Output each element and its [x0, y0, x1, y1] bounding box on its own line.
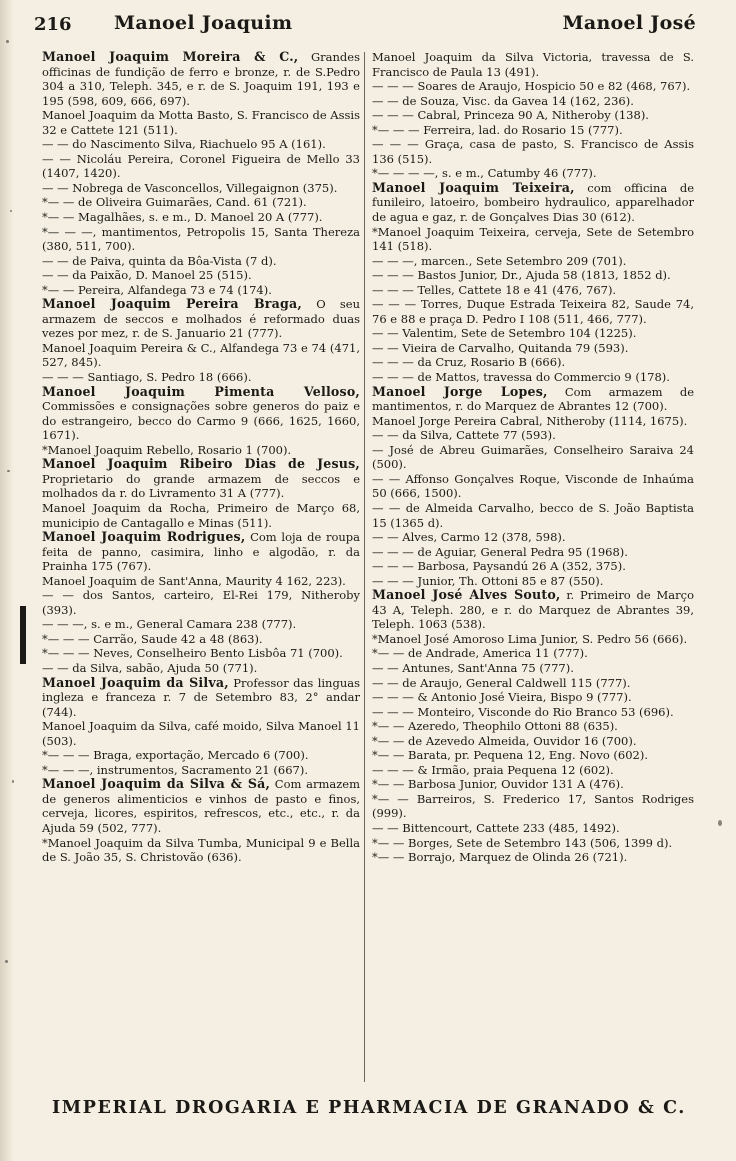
page-header	[34, 12, 706, 40]
entry-marker: *	[42, 195, 48, 210]
directory-entry	[42, 254, 360, 269]
left-column	[42, 50, 360, 865]
directory-entry	[42, 268, 360, 283]
entry-text: — — Barreiros, S. Frederico 17, Santos Rodriges (999).	[372, 791, 694, 821]
entry-text: Com armazem de generos alimenticios e vinhos de pasto e finos, cerveja, licores, espiritos, refrescos, etc., etc., r. da Ajuda 59 (502, 777).	[42, 777, 360, 835]
entry-text: — — — Cabral, Princeza 90 A, Nitheroby (138).	[372, 108, 649, 123]
margin-ink-bar	[20, 606, 26, 664]
entry-text: — — — —, s. e m., Catumby 46 (777).	[377, 166, 597, 181]
directory-entry	[42, 385, 360, 443]
column-divider	[364, 52, 365, 1082]
directory-entry	[372, 661, 694, 676]
entry-text: Proprietario do grande armazem de seccos e molhados da r. do Livramento 31 A (777).	[42, 471, 360, 501]
page-edge-shadow	[0, 0, 14, 1161]
directory-entry	[372, 326, 694, 341]
directory-entry	[372, 443, 694, 472]
directory-entry	[372, 108, 694, 123]
entry-text: Manoel Joaquim Pereira & C., Alfandega 73 e 74 (471, 527, 845).	[42, 340, 360, 370]
directory-entry	[42, 108, 360, 137]
entry-heading: Manoel José Alves Souto,	[372, 587, 561, 603]
entry-marker: *	[372, 719, 378, 734]
directory-entry	[372, 166, 694, 181]
directory-entry	[42, 283, 360, 298]
entry-text: — — — Torres, Duque Estrada Teixeira 82, Saude 74, 76 e 88 e praça D. Pedro I 108 (511, 466, 777).	[372, 297, 694, 326]
entry-marker: *	[42, 210, 48, 225]
entry-text: Grandes officinas de fundição de ferro e bronze, r. de S.Pedro 304 a 310, Teleph. 345, e r. de S. Joaquim 191, 193 e 195 (598, 609, 666, 697).	[42, 50, 360, 108]
entry-marker: *	[372, 791, 378, 806]
entry-heading: Manoel Jorge Lopes,	[372, 383, 548, 399]
entry-text: — — Bittencourt, Cattete 233 (485, 1492).	[372, 820, 620, 835]
ink-speck	[6, 40, 9, 43]
entry-marker: *	[42, 748, 48, 763]
directory-entry	[42, 225, 360, 254]
directory-entry	[372, 705, 694, 720]
directory-entry	[42, 617, 360, 632]
entry-text: — — — Neves, Conselheiro Bento Lisbôa 71 (700).	[47, 646, 343, 661]
entry-text: — — Pereira, Alfandega 73 e 74 (174).	[47, 282, 272, 297]
entry-marker: *	[372, 835, 378, 850]
entry-text: — — — & Irmão, praia Pequena 12 (602).	[372, 762, 614, 777]
entry-text: — — de Andrade, America 11 (777).	[377, 646, 588, 661]
directory-entry	[372, 370, 694, 385]
directory-entry	[372, 646, 694, 661]
directory-entry	[372, 632, 694, 647]
directory-entry	[372, 355, 694, 370]
entry-text: — — do Nascimento Silva, Riachuelo 95 A (161).	[42, 137, 326, 152]
entry-marker: *	[372, 850, 378, 865]
directory-entry	[42, 530, 360, 574]
entry-heading: Manoel Joaquim Moreira & C.,	[42, 49, 299, 64]
directory-entry	[372, 676, 694, 691]
entry-text: Manoel Joaquim Rebello, Rosario 1 (700).	[47, 442, 292, 457]
entry-text: com officina de funileiro, latoeiro, bombeiro hydraulico, apparelhador de agua e gaz, r. de Gonçalves Dias 30 (612).	[372, 180, 694, 225]
directory-entry	[372, 428, 694, 443]
entry-text: — — dos Santos, carteiro, El-Rei 179, Nitheroby (393).	[42, 588, 360, 617]
directory-entry	[42, 297, 360, 341]
entry-marker: *	[372, 733, 378, 748]
entry-text: — — Borrajo, Marquez de Olinda 26 (721).	[377, 850, 628, 865]
directory-entry	[42, 152, 360, 181]
directory-entry	[372, 545, 694, 560]
entry-text: — — —, s. e m., General Camara 238 (777).	[42, 617, 297, 632]
entry-text: — — Alves, Carmo 12 (378, 598).	[372, 530, 566, 545]
directory-entry	[42, 719, 360, 748]
entry-text: — — de Araujo, General Caldwell 115 (777).	[372, 675, 631, 690]
entry-text: — — —, marcen., Sete Setembro 209 (701).	[372, 253, 627, 268]
entry-text: Manoel Joaquim da Silva Tumba, Municipal 9 e Bella de S. João 35, S. Christovão (636).	[42, 835, 360, 865]
entry-text: — — Barbosa Junior, Ouvidor 131 A (476).	[377, 777, 624, 792]
directory-entry	[372, 385, 694, 414]
directory-entry	[372, 530, 694, 545]
entry-marker: *	[42, 631, 48, 646]
directory-entry	[372, 792, 694, 821]
directory-entry	[372, 79, 694, 94]
entry-text: — — de Oliveira Guimarães, Cand. 61 (721).	[47, 195, 307, 210]
entry-marker: *	[372, 631, 378, 646]
entry-text: — — — Graça, casa de pasto, S. Francisco de Assis 136 (515).	[372, 137, 694, 166]
directory-entry	[372, 341, 694, 356]
entry-text: Professor das linguas ingleza e franceza r. 7 de Setembro 83, 2° andar (744).	[42, 675, 360, 719]
left-running-title: Manoel Joaquim	[114, 12, 293, 34]
directory-entry	[42, 646, 360, 661]
ink-speck	[7, 470, 10, 472]
entry-text: — — — Braga, exportação, Mercado 6 (700).	[47, 748, 309, 763]
entry-heading: Manoel Joaquim Rodrigues,	[42, 529, 246, 545]
entry-text: — — Barata, pr. Pequena 12, Eng. Novo (602).	[377, 748, 648, 763]
entry-heading: Manoel Joaquim da Silva,	[42, 674, 229, 690]
entry-text: — — — & Antonio José Vieira, Bispo 9 (777).	[372, 690, 632, 705]
entry-text: Manoel Joaquim Teixeira, cerveja, Sete de Setembro 141 (518).	[372, 224, 694, 254]
entry-text: r. Primeiro de Março 43 A, Teleph. 280, e r. do Marquez de Abrantes 39, Teleph. 1063 (538).	[372, 588, 694, 632]
entry-text: — — de Paiva, quinta da Bôa-Vista (7 d).	[42, 253, 277, 268]
directory-entry	[42, 501, 360, 530]
entry-text: — — — Telles, Cattete 18 e 41 (476, 767).	[372, 282, 617, 297]
directory-entry	[372, 50, 694, 79]
entry-text: — — Borges, Sete de Setembro 143 (506, 1399 d).	[377, 835, 673, 850]
entry-text: — — — da Cruz, Rosario B (666).	[372, 355, 566, 370]
entry-text: — — de Azevedo Almeida, Ouvidor 16 (700).	[377, 733, 637, 748]
entry-marker: *	[372, 122, 378, 137]
directory-entry	[372, 836, 694, 851]
directory-entry	[42, 457, 360, 501]
directory-entry	[372, 588, 694, 632]
entry-marker: *	[42, 224, 48, 239]
entry-text: — — Affonso Gonçalves Roque, Visconde de Inhaúma 50 (666, 1500).	[372, 471, 694, 501]
entry-text: — — — Bastos Junior, Dr., Ajuda 58 (1813, 1852 d).	[372, 268, 671, 283]
directory-entry	[372, 821, 694, 836]
entry-heading: Manoel Joaquim Ribeiro Dias de Jesus,	[42, 456, 360, 472]
directory-entry	[42, 210, 360, 225]
entry-text: — — da Silva, sabão, Ajuda 50 (771).	[42, 660, 258, 675]
directory-entry	[42, 676, 360, 720]
entry-text: — — — Carrão, Saude 42 a 48 (863).	[47, 631, 263, 646]
entry-text: Manoel Joaquim da Silva, café moido, Silva Manoel 11 (503).	[42, 719, 360, 748]
entry-text: Manoel Joaquim da Motta Basto, S. Francisco de Assis 32 e Cattete 121 (511).	[42, 108, 360, 137]
directory-entry	[42, 574, 360, 589]
directory-entry	[372, 123, 694, 138]
directory-entry	[42, 195, 360, 210]
directory-entry	[42, 443, 360, 458]
entry-text: — — da Silva, Cattete 77 (593).	[372, 428, 556, 443]
directory-entry	[372, 690, 694, 705]
entry-heading: Manoel Joaquim da Silva & Sá,	[42, 776, 271, 792]
entry-text: — José de Abreu Guimarães, Conselheiro Saraiva 24 (500).	[372, 442, 694, 472]
ink-speck	[5, 960, 8, 963]
directory-entry	[372, 283, 694, 298]
entry-text: — — — de Aguiar, General Pedra 95 (1968).	[372, 544, 628, 559]
entry-text: — — Antunes, Sant'Anna 75 (777).	[372, 660, 574, 675]
directory-entry	[372, 268, 694, 283]
entry-text: — — — Barbosa, Paysandú 26 A (352, 375).	[372, 559, 626, 574]
directory-entry	[42, 50, 360, 108]
entry-marker: *	[372, 777, 378, 792]
entry-text: — — da Paixão, D. Manoel 25 (515).	[42, 268, 252, 283]
directory-entry	[372, 777, 694, 792]
entry-text: Commissões e consignações sobre generos do paiz e do estrangeiro, becco do Carmo 9 (666, 1625, 1660, 1671).	[42, 399, 360, 443]
directory-entry	[372, 94, 694, 109]
directory-entry	[372, 748, 694, 763]
entry-heading: Manoel Joaquim Pereira Braga,	[42, 296, 302, 312]
right-running-title: Manoel José	[562, 12, 696, 34]
ink-speck	[10, 210, 12, 212]
directory-entry	[42, 370, 360, 385]
entry-heading: Manoel Joaquim Pimenta Velloso,	[42, 383, 360, 399]
entry-text: — — — Ferreira, lad. do Rosario 15 (777).	[377, 122, 623, 137]
directory-entry	[372, 850, 694, 865]
directory-entry	[372, 472, 694, 501]
entry-text: Com loja de roupa feita de panno, casimira, linho e algodão, r. da Prainha 175 (767).	[42, 530, 360, 574]
right-column	[372, 50, 694, 865]
entry-marker: *	[372, 166, 378, 181]
entry-text: — — Magalhães, s. e m., D. Manoel 20 A (777).	[47, 210, 323, 225]
entry-text: — — —, instrumentos, Sacramento 21 (667).	[47, 762, 308, 777]
directory-entry	[372, 559, 694, 574]
entry-marker: *	[372, 646, 378, 661]
entry-heading: Manoel Joaquim Teixeira,	[372, 179, 575, 195]
entry-text: Manoel Jorge Pereira Cabral, Nitheroby (1114, 1675).	[372, 413, 688, 428]
entry-marker: *	[42, 646, 48, 661]
directory-entry	[372, 734, 694, 749]
entry-text: — — de Almeida Carvalho, becco de S. João Baptista 15 (1365 d).	[372, 500, 694, 530]
entry-text: — — — Soares de Araujo, Hospicio 50 e 82 (468, 767).	[372, 79, 691, 94]
directory-entry	[372, 137, 694, 166]
entry-marker: *	[42, 835, 48, 850]
entry-text: Manoel Joaquim da Rocha, Primeiro de Março 68, municipio de Cantagallo e Minas (511).	[42, 500, 360, 530]
entry-text: Manoel Joaquim de Sant'Anna, Maurity 4 162, 223).	[42, 573, 346, 588]
entry-text: — — — Junior, Th. Ottoni 85 e 87 (550).	[372, 573, 604, 588]
directory-entry	[372, 719, 694, 734]
directory-entry	[42, 748, 360, 763]
directory-entry	[42, 763, 360, 778]
entry-marker: *	[42, 442, 48, 457]
entry-marker: *	[42, 282, 48, 297]
entry-marker: *	[372, 748, 378, 763]
directory-entry	[42, 632, 360, 647]
entry-text: — — — de Mattos, travessa do Commercio 9 (178).	[372, 370, 670, 385]
directory-entry	[372, 574, 694, 589]
directory-entry	[372, 414, 694, 429]
entry-marker: *	[42, 762, 48, 777]
entry-text: — — —, mantimentos, Petropolis 15, Santa Thereza (380, 511, 700).	[42, 224, 360, 254]
entry-text: — — Azeredo, Theophilo Ottoni 88 (635).	[377, 719, 618, 734]
entry-text: — — de Souza, Visc. da Gavea 14 (162, 236).	[372, 93, 634, 108]
directory-entry	[372, 297, 694, 326]
entry-text: — — Nobrega de Vasconcellos, Villegaignon (375).	[42, 180, 338, 195]
page-number: 216	[34, 14, 72, 35]
entry-text: Manoel Joaquim da Silva Victoria, travessa de S. Francisco de Paula 13 (491).	[372, 50, 694, 79]
directory-entry	[372, 225, 694, 254]
directory-entry	[372, 254, 694, 269]
entry-text: — — Valentim, Sete de Setembro 104 (1225).	[372, 326, 637, 341]
entry-text: — — Vieira de Carvalho, Quitanda 79 (593).	[372, 340, 629, 355]
directory-entry	[42, 836, 360, 865]
entry-text: O seu armazem de seccos e molhados é reformado duas vezes por mez, r. de S. Januario 21 (777).	[42, 297, 360, 341]
directory-entry	[372, 501, 694, 530]
directory-entry	[42, 137, 360, 152]
directory-entry	[42, 341, 360, 370]
entry-marker: *	[372, 224, 378, 239]
entry-text: Manoel José Amoroso Lima Junior, S. Pedro 56 (666).	[377, 631, 688, 646]
directory-entry	[42, 661, 360, 676]
directory-entry	[372, 763, 694, 778]
directory-entry	[42, 181, 360, 196]
entry-text: Com armazem de mantimentos, r. do Marquez de Abrantes 12 (700).	[372, 384, 694, 414]
directory-entry	[42, 588, 360, 617]
footer-advertisement: IMPERIAL DROGARIA E PHARMACIA DE GRANADO & C.	[52, 1098, 686, 1118]
entry-text: — — — Monteiro, Visconde do Rio Branco 53 (696).	[372, 704, 674, 719]
directory-entry	[42, 777, 360, 835]
directory-entry	[372, 181, 694, 225]
entry-text: — — — Santiago, S. Pedro 18 (666).	[42, 370, 252, 385]
ink-speck	[718, 820, 722, 826]
entry-text: — — Nicoláu Pereira, Coronel Figueira de Mello 33 (1407, 1420).	[42, 151, 360, 181]
ink-speck	[12, 780, 14, 783]
